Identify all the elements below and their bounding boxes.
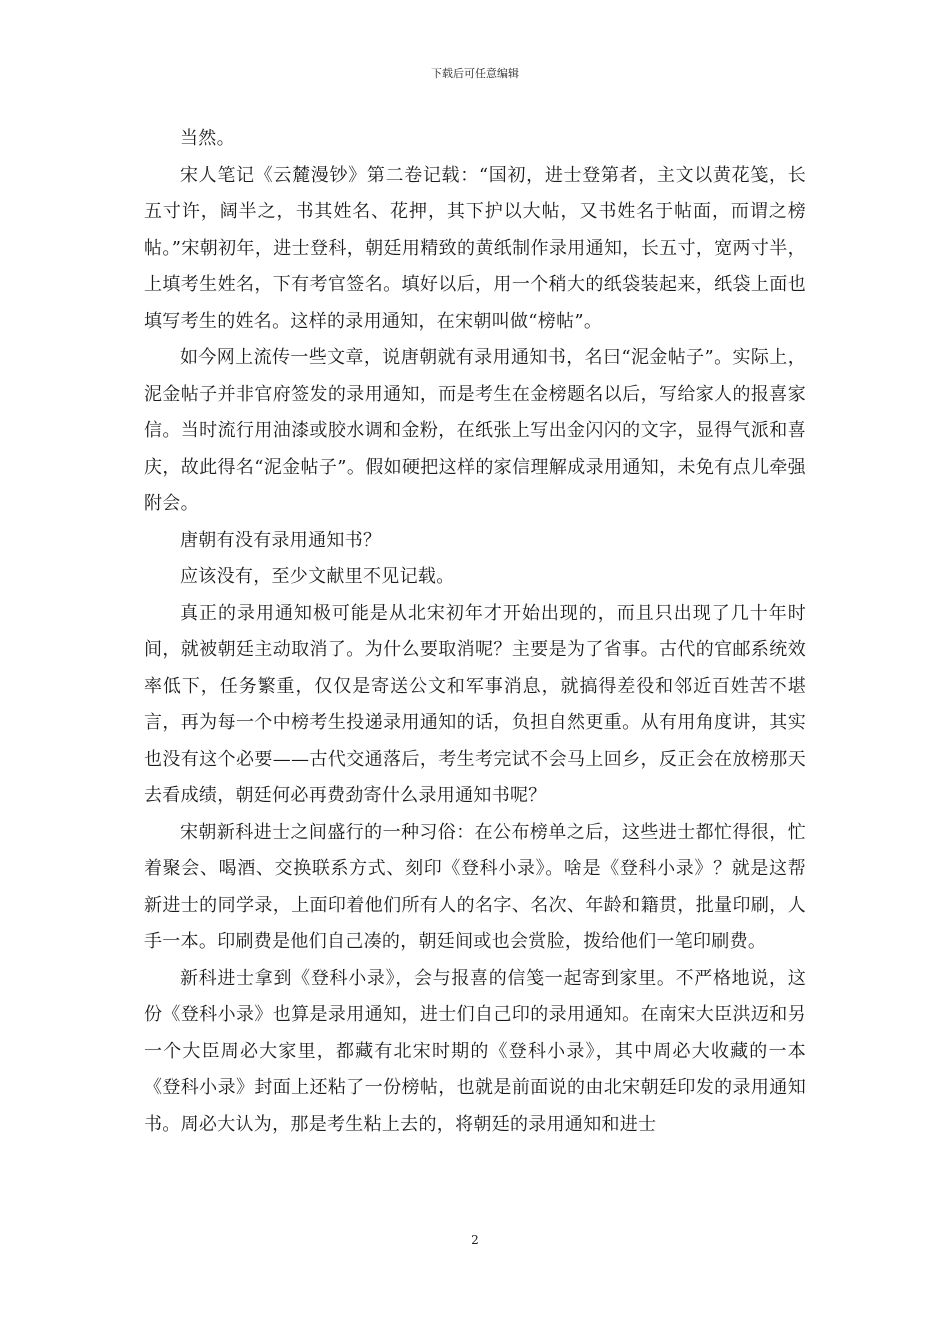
paragraph-3: 如今网上流传一些文章，说唐朝就有录用通知书，名曰“泥金帖子”。实际上，泥金帖子并非官府签发的录用通知，而是考生在金榜题名以后，写给家人的报喜家信。当时流行用油漆或胶水调和金粉，在纸张上写出金闪闪的文字，显得气派和喜庆，故此得名“泥金帖子”。假如硬把这样的家信理解成录用通知，未免有点儿牵强附会。 [144,347,806,514]
paragraph-8: 新科进士拿到《登科小录》，会与报喜的信笺一起寄到家里。不严格地说，这份《登科小录》也算是录用通知，进士们自己印的录用通知。在南宋大臣洪迈和另一个大臣周必大家里，都藏有北宋时期的《登科小录》，其中周必大收藏的一本《登科小录》封面上还粘了一份榜帖，也就是前面说的由北宋朝廷印发的录用通知书。周必大认为，那是考生粘上去的，将朝廷的录用通知和进士 [144,967,806,1135]
paragraph-7: 宋朝新科进士之间盛行的一种习俗：在公布榜单之后，这些进士都忙得很，忙着聚会、喝酒、交换联系方式、刻印《登科小录》。啥是《登科小录》？就是这帮新进士的同学录，上面印着他们所有人的名字、名次、年龄和籍贯，批量印刷，人手一本。印刷费是他们自己凑的，朝廷间或也会赏脸，拨给他们一笔印刷费。 [144,821,806,952]
paragraph-6: 真正的录用通知极可能是从北宋初年才开始出现的，而且只出现了几十年时间，就被朝廷主动取消了。为什么要取消呢？主要是为了省事。古代的官邮系统效率低下，任务繁重，仅仅是寄送公文和军事消息，就搞得差役和邻近百姓苦不堪言，再为每一个中榜考生投递录用通知的话，负担自然更重。从有用角度讲，其实也没有这个必要——古代交通落后，考生考完试不会马上回乡，反正会在放榜那天去看成绩，朝廷何必再费劲寄什么录用通知书呢？ [144,602,806,806]
page-number: 2 [471,1233,479,1247]
paragraph-4: 唐朝有没有录用通知书？ [180,529,382,551]
document-body [144,121,806,1143]
paragraph-1: 当然。 [180,128,235,149]
paragraph-2: 宋人笔记《云麓漫钞》第二卷记载：“国初，进士登第者，主文以黄花笺，长五寸许，阔半之，书其姓名、花押，其下护以大帖，又书姓名于帖面，而谓之榜帖。”宋朝初年，进士登科，朝廷用精致的黄纸制作录用通知，长五寸，宽两寸半，上填考生姓名，下有考官签名。填好以后，用一个稍大的纸袋装起来，纸袋上面也填写考生的姓名。这样的录用通知，在宋朝叫做“榜帖”。 [144,164,806,332]
page-header: 下载后可任意编辑 [431,67,519,80]
paragraph-5: 应该没有，至少文献里不见记载。 [180,566,455,587]
